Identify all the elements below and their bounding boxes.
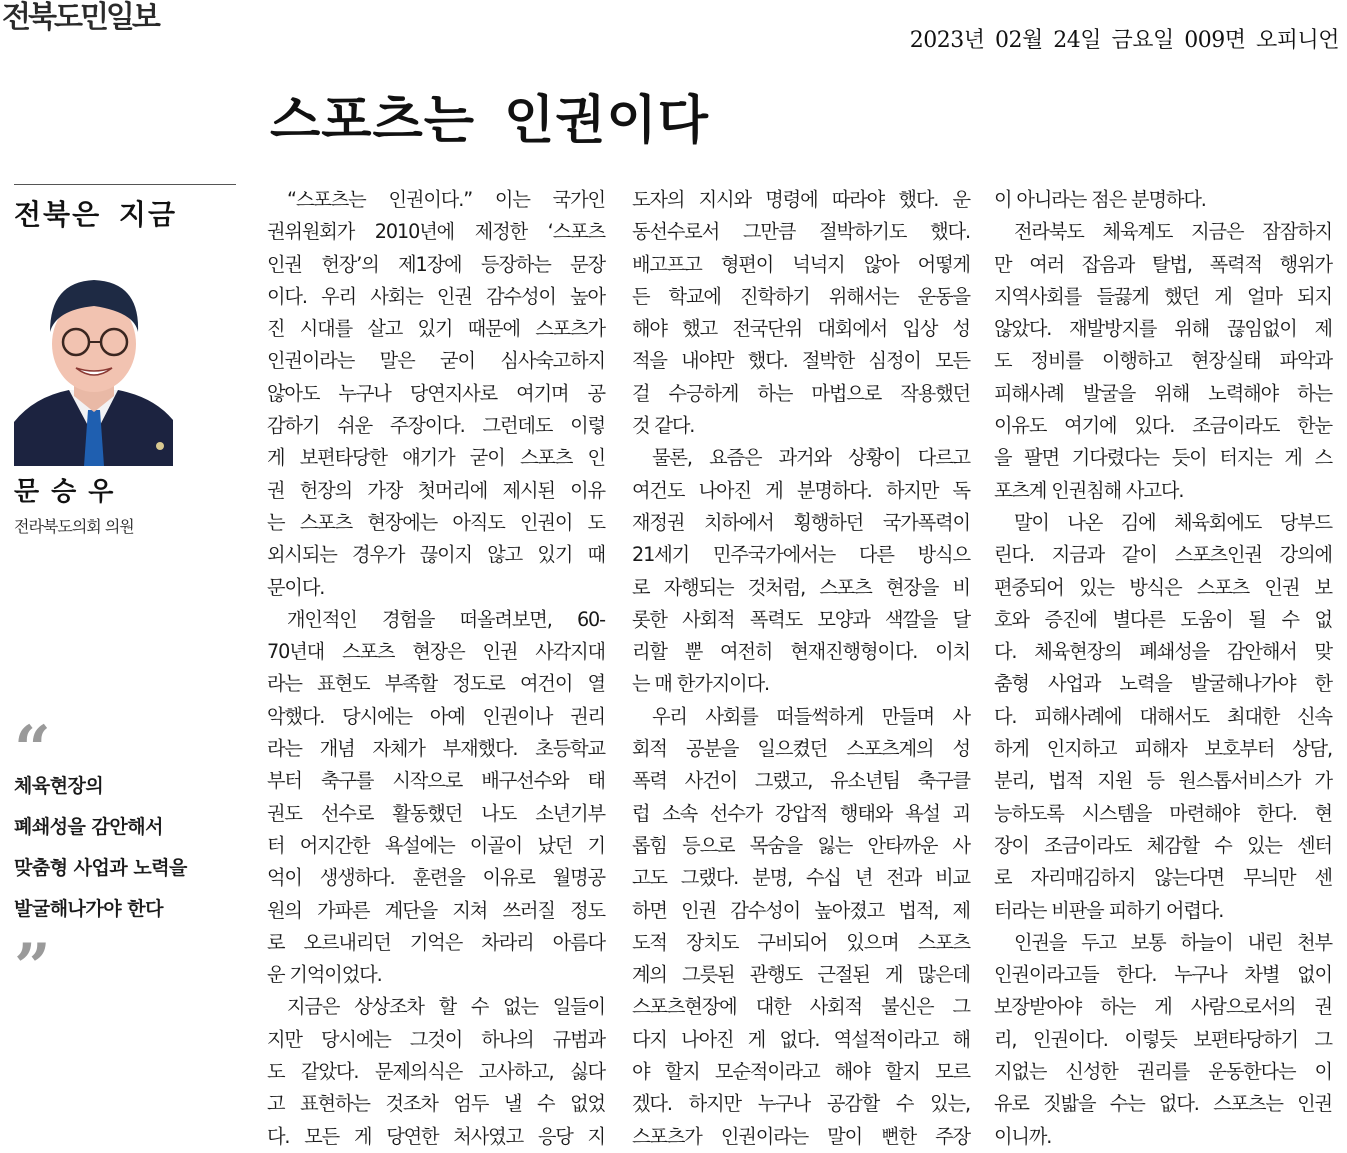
article-text-line: 라는 개념 자체가 부재했다. 초등학교 xyxy=(267,737,605,761)
article-text-line: 여건도 나아진 게 분명하다. 하지만 독 xyxy=(632,478,970,502)
article-text-line: 보장받아야 하는 게 사람으로서의 권 xyxy=(994,995,1332,1019)
article-text-line: 말이 나온 김에 체육회에도 당부드 xyxy=(1014,510,1332,534)
article-text-line: 다. 피해사례에 대해서도 최대한 신속 xyxy=(994,704,1332,728)
article-text-line: 을 팔면 기다렸다는 듯이 터지는 게 스 xyxy=(994,446,1332,470)
article-text-line: 춤형 사업과 노력을 발굴해나가야 한 xyxy=(994,672,1332,696)
article-text-line: 포츠계 인권침해 사고다. xyxy=(994,478,1184,502)
article-text-line: 롯한 사회적 폭력도 모양과 색깔을 달 xyxy=(632,607,970,631)
article-text-line: 도자의 지시와 명령에 따라야 했다. 운 xyxy=(632,188,970,211)
article-text-line: 스포츠현장에 대한 사회적 불신은 그 xyxy=(632,995,970,1019)
article-headline: 스포츠는 인권이다 xyxy=(270,90,709,151)
article-text-line: 걸 수긍하게 하는 마법으로 작용했던 xyxy=(632,381,970,405)
author-photo xyxy=(14,262,173,466)
article-text-line: 원의 가파른 계단을 지쳐 쓰러질 정도 xyxy=(267,898,605,922)
article-text-line: 터라는 비판을 피하기 어렵다. xyxy=(994,898,1224,922)
article-text-line: 게 보편타당한 얘기가 굳이 스포츠 인 xyxy=(267,446,605,470)
article-text-line: 부터 축구를 시작으로 배구선수와 태 xyxy=(267,769,605,793)
article-text-line: 전라북도 체육계도 지금은 잠잠하지 xyxy=(1014,220,1332,244)
article-text-line: 든 학교에 진학하기 위해서는 운동을 xyxy=(632,284,970,308)
article-text-line: 지만 당시에는 그것이 하나의 규범과 xyxy=(267,1027,605,1051)
article-text-line: 롭힘 등으로 목숨을 잃는 안타까운 사 xyxy=(632,833,970,857)
open-quote-icon: “ xyxy=(14,712,43,787)
article-text-line: 유로 짓밟을 수는 없다. 스포츠는 인권 xyxy=(994,1092,1332,1116)
article-text-line: “스포츠는 인권이다.” 이는 국가인 xyxy=(287,188,605,211)
pull-quote-line: 폐쇄성을 감안해서 xyxy=(14,816,163,838)
article-text-line: 억이 생생하다. 훈련을 이유로 월명공 xyxy=(267,866,605,890)
author-sidebar xyxy=(14,184,236,536)
article-text-line: 지역사회를 들끓게 했던 게 얼마 되지 xyxy=(994,284,1332,308)
article-text-line: 지금은 상상조차 할 수 없는 일들이 xyxy=(287,995,605,1019)
article-text-line: 다. 체육현장의 폐쇄성을 감안해서 맞 xyxy=(994,640,1332,664)
article-text-line: 로 자행되는 것처럼, 스포츠 현장을 비 xyxy=(632,575,970,599)
article-text-line: 인권이라고들 한다. 누구나 차별 없이 xyxy=(994,963,1332,987)
article-text-line: 고도 그랬다. 분명, 수십 년 전과 비교 xyxy=(632,866,970,890)
article-text-line: 인권을 두고 보통 하늘이 내린 천부 xyxy=(1014,930,1332,954)
article-text-line: 계의 그릇된 관행도 근절된 게 많은데 xyxy=(632,963,970,987)
article-text-line: 다지 나아진 게 없다. 역설적이라고 해 xyxy=(632,1027,970,1051)
newspaper-masthead: 전북도민일보 xyxy=(2,0,158,35)
article-text-line: 폭력 사건이 그랬고, 유소년팀 축구클 xyxy=(632,769,970,793)
article-text-line: 도 정비를 이행하고 현장실태 파악과 xyxy=(994,349,1332,373)
article-text-line: 물론, 요즘은 과거와 상황이 다르고 xyxy=(652,446,970,470)
article-text-line: 권위원회가 2010년에 제정한 ‘스포츠 xyxy=(267,220,605,244)
article-text-line: 외시되는 경우가 끊이지 않고 있기 때 xyxy=(267,543,605,567)
article-text-line: 지없는 신성한 권리를 운동한다는 이 xyxy=(994,1060,1332,1084)
article-text-line: 야 할지 모순적이라고 해야 할지 모르 xyxy=(632,1060,970,1084)
article-text-line: 동선수로서 그만큼 절박하기도 했다. xyxy=(632,220,970,244)
article-text-line: 럽 소속 선수가 강압적 행태와 욕설 괴 xyxy=(632,801,970,825)
article-text-line: 린다. 지금과 같이 스포츠인권 강의에 xyxy=(994,543,1332,567)
article-text-line: 호와 증진에 별다른 도움이 될 수 없 xyxy=(994,607,1332,631)
article-text-line: 해야 했고 전국단위 대회에서 입상 성 xyxy=(632,317,970,341)
article-text-line: 이 아니라는 점은 분명하다. xyxy=(994,188,1206,211)
article-column-1 xyxy=(267,184,605,1153)
pull-quote-line: 발굴해나가야 한다 xyxy=(14,898,163,920)
article-text-line: 것 같다. xyxy=(632,414,695,438)
article-text-line: 로 자리매김하지 않는다면 무늬만 센 xyxy=(994,866,1332,890)
author-name: 문승우 xyxy=(14,477,126,507)
article-text-line: 이니까. xyxy=(994,1124,1052,1148)
article-text-line: 이유도 여기에 있다. 조금이라도 한눈 xyxy=(994,414,1332,438)
article-text-line: 않아도 누구나 당연지사로 여기며 공 xyxy=(267,381,605,405)
article-text-line: 운 기억이었다. xyxy=(267,963,382,987)
article-text-line: 이다. 우리 사회는 인권 감수성이 높아 xyxy=(267,284,605,308)
article-text-line: 배고프고 형편이 넉넉지 않아 어떻게 xyxy=(632,252,970,276)
article-text-line: 다. 모든 게 당연한 처사였고 응당 지 xyxy=(267,1124,605,1148)
article-text-line: 감하기 쉬운 주장이다. 그런데도 이렇 xyxy=(267,414,605,438)
pull-quote-line: 체육현장의 xyxy=(14,775,104,797)
article-text-line: 는 스포츠 현장에는 아직도 인권이 도 xyxy=(267,510,605,534)
article-text-line: 하면 인권 감수성이 높아졌고 법적, 제 xyxy=(632,898,970,922)
sidebar-divider xyxy=(14,184,236,185)
author-title: 전라북도의회 의원 xyxy=(14,517,134,536)
article-text-line: 리할 뿐 여전히 현재진행형이다. 이치 xyxy=(632,640,970,664)
article-text-line: 로 오르내리던 기억은 차라리 아름다 xyxy=(267,930,605,954)
article-text-line: 진 시대를 살고 있기 때문에 스포츠가 xyxy=(267,317,605,341)
article-text-line: 하게 인지하고 피해자 보호부터 상담, xyxy=(994,737,1332,761)
column-title: 전북은 지금 xyxy=(14,198,177,231)
pull-quote-line: 맞춤형 사업과 노력을 xyxy=(14,857,187,879)
author-portrait-icon xyxy=(14,262,173,466)
article-text-line: 고 표현하는 것조차 엄두 낼 수 없었 xyxy=(267,1092,605,1116)
article-text-line: 리, 인권이다. 이렇듯 보편타당하기 그 xyxy=(994,1027,1332,1051)
article-text-line: 도 같았다. 문제의식은 고사하고, 싫다 xyxy=(267,1060,605,1084)
article-text-line: 능하도록 시스템을 마련해야 한다. 현 xyxy=(994,801,1332,825)
article-text-line: 문이다. xyxy=(267,575,325,599)
article-text-line: 악했다. 당시에는 아예 인권이나 권리 xyxy=(267,704,605,728)
article-text-line: 권 헌장의 가장 첫머리에 제시된 이유 xyxy=(267,478,605,502)
article-text-line: 적을 내야만 했다. 절박한 심정이 모든 xyxy=(632,349,970,373)
article-text-line: 라는 표현도 부족할 정도로 여건이 열 xyxy=(267,672,605,696)
article-text-line: 우리 사회를 떠들썩하게 만들며 사 xyxy=(652,704,970,728)
article-text-line: 개인적인 경험을 떠올려보면, 60- xyxy=(287,607,605,631)
article-column-3 xyxy=(994,184,1332,1153)
article-text-line: 인권 헌장’의 제1장에 등장하는 문장 xyxy=(267,252,605,276)
article-text-line: 겠다. 하지만 누구나 공감할 수 있는, xyxy=(632,1092,970,1116)
close-quote-icon: ” xyxy=(14,930,43,1005)
article-text-line: 피해사례 발굴을 위해 노력해야 하는 xyxy=(994,381,1332,405)
article-text-line: 않았다. 재발방지를 위해 끊임없이 제 xyxy=(994,317,1332,341)
pull-quote xyxy=(14,712,236,1005)
publication-dateline: 2023년 02월 24일 금요일 009면 오피니언 xyxy=(909,28,1339,53)
article-text-line: 스포츠가 인권이라는 말이 뻔한 주장 xyxy=(632,1124,970,1148)
article-text-line: 편중되어 있는 방식은 스포츠 인권 보 xyxy=(994,575,1332,599)
article-text-line: 는 매 한가지이다. xyxy=(632,672,770,696)
article-text-line: 분리, 법적 지원 등 원스톱서비스가 가 xyxy=(994,769,1332,793)
article-text-line: 21세기 민주국가에서는 다른 방식으 xyxy=(632,543,970,567)
article-text-line: 도적 장치도 구비되어 있으며 스포츠 xyxy=(632,930,970,954)
article-text-line: 장이 조금이라도 체감할 수 있는 센터 xyxy=(994,833,1332,857)
article-text-line: 권도 선수로 활동했던 나도 소년기부 xyxy=(267,801,605,825)
article-text-line: 만 여러 잡음과 탈법, 폭력적 행위가 xyxy=(994,252,1332,276)
article-column-2 xyxy=(632,184,970,1153)
article-text-line: 70년대 스포츠 현장은 인권 사각지대 xyxy=(267,640,605,664)
article-text-line: 인권이라는 말은 굳이 심사숙고하지 xyxy=(267,349,605,373)
article-text-line: 재정권 치하에서 횡행하던 국가폭력이 xyxy=(632,510,970,534)
article-text-line: 회적 공분을 일으켰던 스포츠계의 성 xyxy=(632,737,970,761)
article-text-line: 터 어지간한 욕설에는 이골이 났던 기 xyxy=(267,833,605,857)
